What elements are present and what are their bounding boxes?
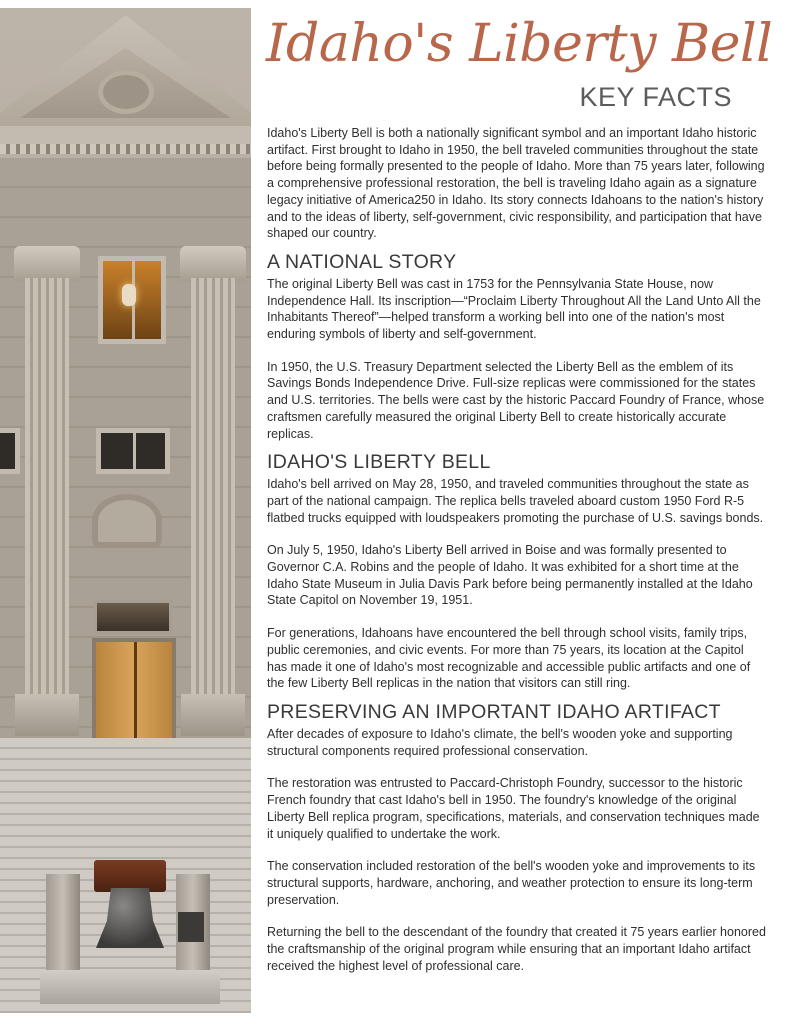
paragraph: After decades of exposure to Idaho's climate, the bell's wooden yoke and supporting structural components required professional conservation. — [267, 726, 733, 758]
page-subtitle: KEY FACTS — [579, 82, 732, 112]
column-capital-right — [180, 246, 246, 282]
column-base-right — [181, 694, 245, 736]
door-crest-ornament — [92, 494, 162, 548]
intro-paragraph: Idaho's Liberty Bell is both a nationally significant symbol and an important Idaho historic artifact. First brought to Idaho in 1950, the bell traveled communities throughout the state before being formally presented to the people of Idaho. More than 75 years later, following a comprehensive professional restoration, the bell is traveling Idaho again as a signature legacy initiative of America250 in Idaho. Its story connects Idahoans to the nation's history and to the ideas of liberty, self-government, civic responsibility, and participation that have shaped our country. — [267, 126, 765, 241]
page-title: Idaho's Liberty Bell — [266, 14, 773, 74]
dentil-molding — [0, 144, 251, 154]
transom-window — [94, 600, 172, 634]
article-body — [267, 125, 767, 990]
cartouche-ornament — [98, 70, 154, 114]
section-heading-national-story: A NATIONAL STORY — [267, 250, 457, 273]
paragraph: Idaho's bell arrived on May 28, 1950, and traveled communities throughout the state as part of the national campaign. The replica bells traveled aboard custom 1950 Ford R-5 flatbed trucks equipped with loudspeakers promoting the purchase of U.S. savings bonds. — [267, 477, 764, 525]
window-edge — [0, 428, 20, 474]
section-heading-preserving-artifact: PRESERVING AN IMPORTANT IDAHO ARTIFACT — [267, 700, 721, 723]
column-capital-left — [14, 246, 80, 282]
window — [96, 428, 170, 474]
paragraph: The conservation included restoration of the bell's wooden yoke and improvements to its structural supports, hardware, anchoring, and weather protection to ensure its long-term preservation. — [267, 859, 756, 907]
paragraph: On July 5, 1950, Idaho's Liberty Bell arrived in Boise and was formally presented to Governor C.A. Robins and the people of Idaho. It was exhibited for a short time at the Idaho State Museum in Julia Davis Park before being permanently installed at the Idaho State Capitol on November 19, 1951. — [267, 543, 753, 608]
section-heading-idahos-liberty-bell: IDAHO'S LIBERTY BELL — [267, 451, 491, 474]
paragraph: The restoration was entrusted to Paccard-Christoph Foundry, successor to the historic French foundry that cast Idaho's bell in 1950. The foundry's knowledge of the original Liberty Bell replica program, specifications, materials, and conservation techniques made it uniquely qualified to undertake the work. — [267, 776, 760, 841]
entrance-door — [92, 638, 176, 746]
column-left — [25, 278, 69, 698]
paragraph: For generations, Idahoans have encountered the bell through school visits, family trips, public ceremonies, and civic events. For more than 75 years, its location at the Capitol has made it one of Idaho's most recognizable and accessible public artifacts and one of the few Liberty Bell replicas in the nation that visitors can still ring. — [267, 626, 751, 691]
column-base-left — [15, 694, 79, 736]
plaque — [178, 912, 204, 942]
bell-yoke — [94, 860, 166, 892]
column-right — [191, 278, 235, 698]
cornice — [0, 126, 251, 146]
pendant-lamp — [122, 284, 136, 306]
paragraph: The original Liberty Bell was cast in 1753 for the Pennsylvania State House, now Independence Hall. Its inscription—“Proclaim Liberty Throughout All the Land Unto All the Inhabitants Thereof”—helped transform a working bell into one of the nation's most enduring symbols of liberty and self-government. — [267, 276, 761, 342]
capitol-building-with-liberty-bell-photo — [0, 8, 251, 1013]
bell-support-left — [46, 874, 80, 974]
paragraph: In 1950, the U.S. Treasury Department selected the Liberty Bell as the emblem of its Savings Bonds Independence Drive. Full-size replicas were commissioned for the states and U.S. territories. The bells were cast by the historic Paccard Foundry of France, whose craftsmen carefully measured the original Liberty Bell to create historically accurate replicas. — [267, 359, 765, 441]
paragraph: Returning the bell to the descendant of the foundry that created it 75 years earlier honored the craftsmanship of the original program while ensuring that an important Idaho artifact received the highest level of professional care. — [267, 925, 766, 973]
bell-plinth — [40, 970, 220, 1004]
